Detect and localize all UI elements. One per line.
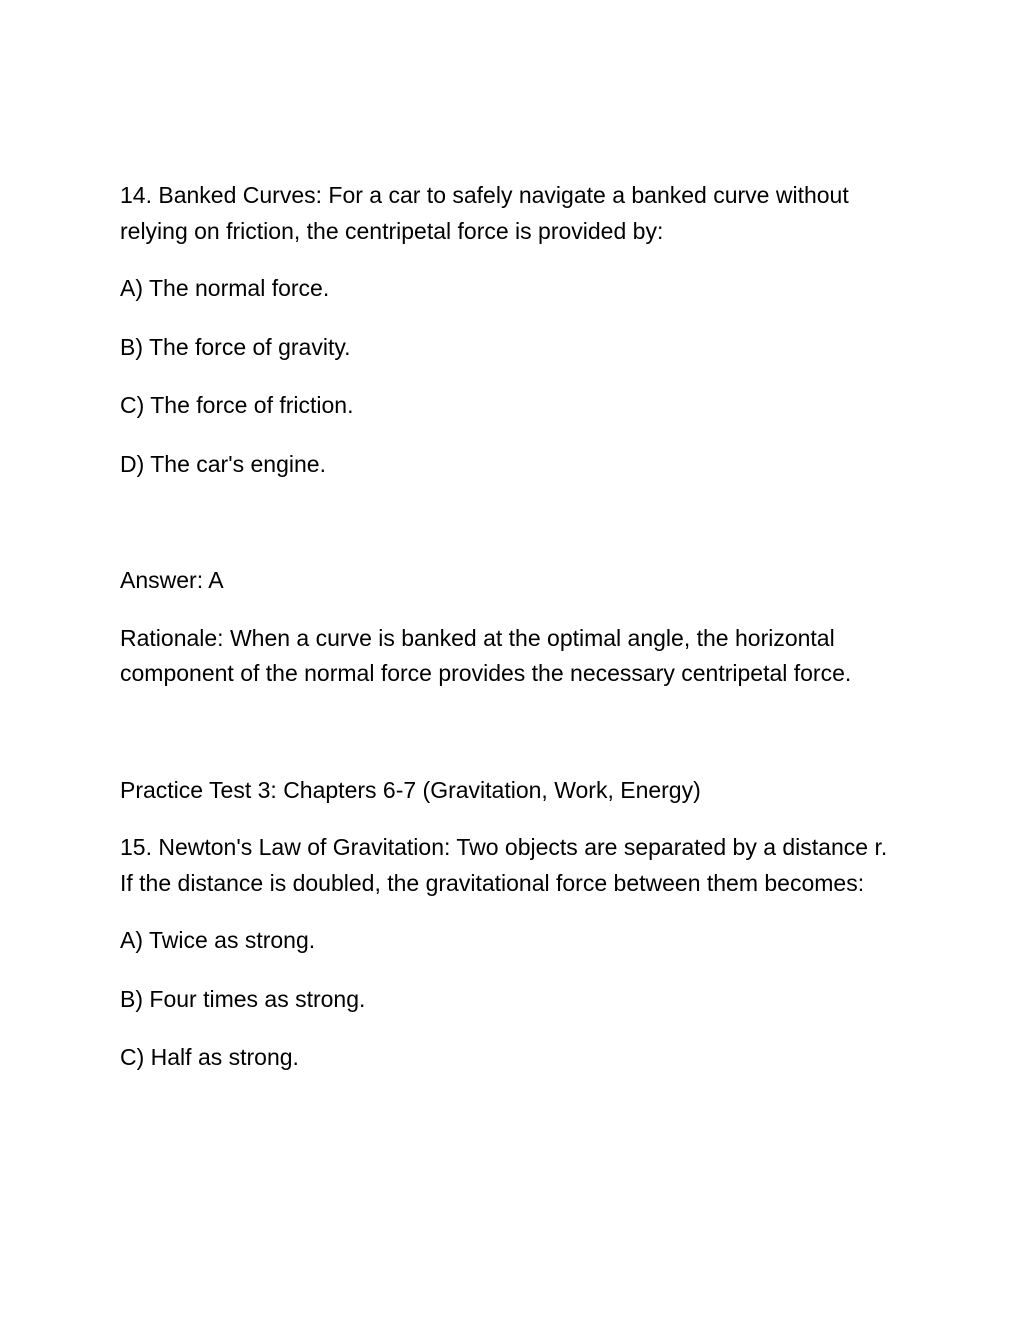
question-15-option-c: C) Half as strong. — [120, 1044, 299, 1070]
document-page — [120, 178, 900, 1099]
question-14-option-a: A) The normal force. — [120, 275, 330, 301]
question-14-stem: 14. Banked Curves: For a car to safely navigate a banked curve without relying on friction, the centripetal force is provided by: — [120, 182, 849, 244]
question-15-option-a: A) Twice as strong. — [120, 927, 316, 953]
question-14-option-c: C) The force of friction. — [120, 392, 354, 418]
question-14-rationale: Rationale: When a curve is banked at the optimal angle, the horizontal component of the normal force provides the necessary centripetal force. — [120, 624, 852, 686]
question-14-option-d: D) The car's engine. — [120, 450, 326, 477]
question-15-option-b: B) Four times as strong. — [120, 985, 366, 1012]
question-15-stem: 15. Newton's Law of Gravitation: Two objects are separated by a distance r. If the distance is doubled, the gravitational force between them becomes: — [120, 834, 888, 896]
question-14-answer: Answer: A — [120, 567, 224, 593]
question-14-option-b: B) The force of gravity. — [120, 333, 351, 360]
section-title: Practice Test 3: Chapters 6-7 (Gravitation, Work, Energy) — [120, 776, 701, 803]
